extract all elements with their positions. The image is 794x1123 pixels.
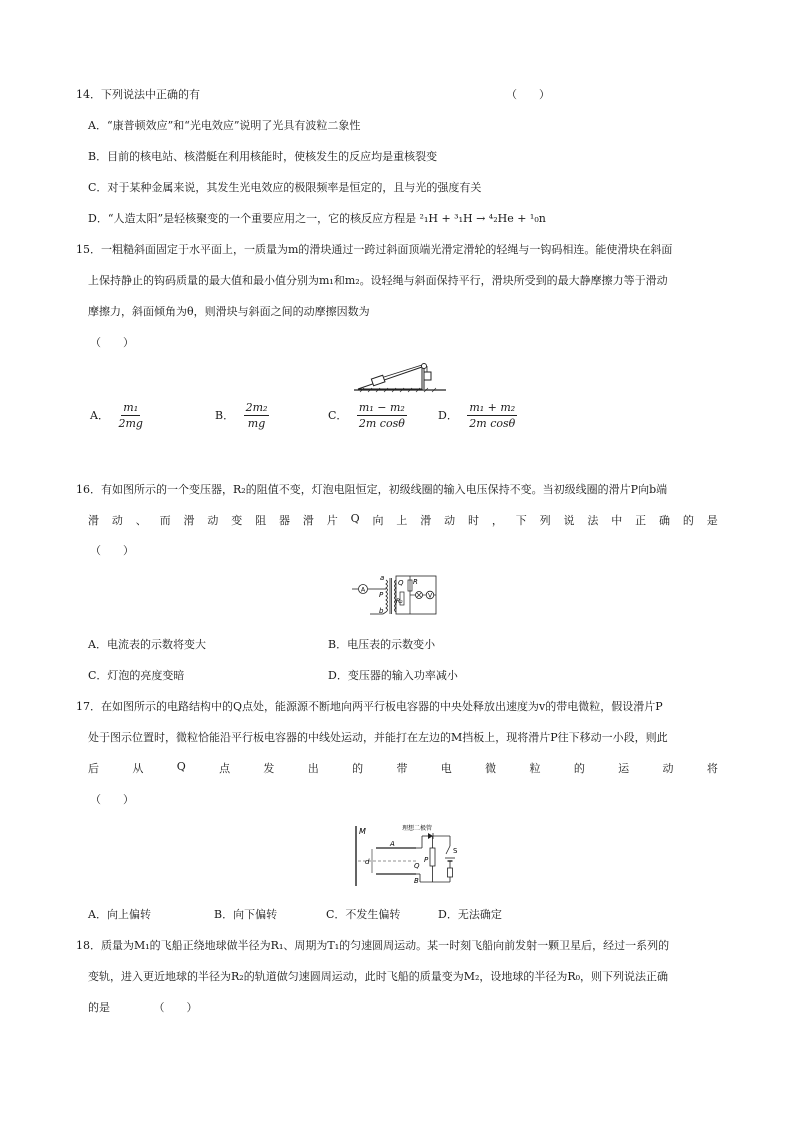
label-d: d: [365, 858, 370, 866]
q17-line-3-char: 电: [440, 762, 452, 775]
q17-line-3-char: 的: [573, 762, 585, 775]
q17-line-3: [88, 760, 718, 776]
hook-weight: [424, 372, 431, 380]
q16-option-c: C．灯泡的亮度变暗: [88, 669, 185, 682]
q17-line-3-char: 运: [618, 762, 630, 775]
q16-line-1: 16．有如图所示的一个变压器，R₂的阻值不变，灯泡电阻恒定，初级线圈的输入电压保持不变。当初级线圈的滑片P向b端: [76, 483, 668, 496]
label-r2: R₂: [396, 598, 403, 605]
q16-line-2-char: 阻: [255, 514, 267, 527]
q15-bracket: （ ）: [90, 336, 134, 349]
q16-line-2-char: 滑: [420, 514, 432, 527]
q14-option-c: C．对于某种金属来说，其发生光电效应的极限频率是恒定的，且与光的强度有关: [88, 181, 482, 194]
q14-option-d: D．“人造太阳”是轻核聚变的一个重要应用之一，它的核反应方程是 ²₁H + ³₁H → ⁴₂He + ¹₀n: [88, 212, 546, 225]
q17-line-3-char: 出: [307, 762, 319, 775]
q16-line-2-char: 动: [444, 514, 456, 527]
q16-line-2-char: 确: [659, 514, 671, 527]
label-q-point: Q: [414, 862, 420, 870]
q17-line-3-char: 后: [88, 762, 99, 775]
ammeter-label: A: [360, 586, 366, 594]
q15-line-2: 上保持静止的钩码质量的最大值和最小值分别为m₁和m₂。设轻绳与斜面保持平行，滑块所受到的最大静摩擦力等于滑动: [88, 274, 668, 287]
q17-line-3-char: 点: [219, 762, 231, 775]
transformer-figure: [350, 570, 440, 620]
label-s: S: [453, 847, 458, 855]
q16-line-2-char: 器: [279, 514, 290, 527]
q15-option-a: A． $\frac{\text{m₁}}{2mg}$: [90, 401, 143, 430]
q17-line-3-char: 带: [396, 762, 408, 775]
q16-line-2-char: ，: [491, 514, 503, 527]
q15-option-b: B． $\frac{\text{2m₂}}{mg}$: [215, 401, 268, 430]
q14-stem: 14．下列说法中正确的有: [76, 88, 200, 101]
q16-line-2-char: 片: [326, 514, 338, 527]
q14-option-a: A．“康普顿效应”和“光电效应”说明了光具有波粒二象性: [88, 119, 361, 132]
label-m: M: [359, 827, 366, 836]
label-r: R: [413, 578, 418, 586]
q17-line-3-char: 的: [352, 762, 364, 775]
q14-option-b: B．目前的核电站、核潜艇在利用核能时，使核发生的反应均是重核裂变: [88, 150, 438, 163]
q17-line-3-char: 粒: [529, 762, 541, 775]
q17-line-3-char: 微: [485, 762, 497, 775]
q15-line-1: 15．一粗糙斜面固定于水平面上，一质量为m的滑块通过一跨过斜面顶端光滑定滑轮的轻绳与一钩码相连。能使滑块在斜面: [76, 243, 673, 256]
q17-line-3-char: Q: [176, 760, 186, 773]
label-b-plate: B: [414, 877, 419, 885]
switch-s: [446, 846, 450, 854]
q16-option-d: D．变压器的输入功率减小: [328, 669, 458, 682]
q17-bracket: （ ）: [90, 793, 134, 806]
q17-line-2: 处于图示位置时，微粒恰能沿平行板电容器的中线处运动，并能打在左边的M挡板上，现将滑片P往下移动一小段，则此: [88, 731, 668, 744]
label-p-slider: P: [424, 856, 429, 864]
q16-line-2: [88, 512, 718, 528]
q17-line-3-char: 动: [662, 762, 674, 775]
q16-line-2-char: 说: [563, 514, 575, 527]
q16-line-2-char: 而: [159, 514, 171, 527]
q17-option-a: A．向上偏转: [88, 908, 151, 921]
q17-line-3-char: 将: [706, 762, 718, 775]
q16-line-2-char: 时: [468, 514, 480, 527]
resistor: [448, 868, 453, 877]
q16-line-2-char: 变: [231, 514, 243, 527]
q16-line-2-char: 滑: [183, 514, 195, 527]
label-p: P: [379, 591, 384, 599]
label-a: a: [380, 574, 385, 582]
label-a-plate: A: [390, 840, 395, 848]
pulley: [422, 364, 427, 369]
q15-option-c: C． $\frac{\text{m₁ − m₂}}{\text{2m cosθ}}$: [328, 401, 405, 430]
q17-option-c: C．不发生偏转: [326, 908, 401, 921]
label-diode: 理想二极管: [402, 825, 433, 832]
q16-line-2-char: 是: [706, 514, 718, 527]
voltmeter-label: V: [427, 592, 433, 600]
q16-line-2-char: 、: [135, 514, 147, 527]
q16-line-2-char: 法: [587, 514, 599, 527]
q18-line-1: 18．质量为M₁的飞船正绕地球做半径为R₁、周期为T₁的匀速圆周运动。某一时刻飞船向前发射一颗卫星后，经过一系列的: [76, 939, 670, 952]
incline-figure: [352, 362, 448, 394]
capacitor-figure: [350, 822, 470, 890]
incline-wedge: [358, 367, 422, 389]
q16-line-2-char: 滑: [302, 514, 314, 527]
q16-line-2-char: 动: [111, 514, 123, 527]
q16-line-2-char: 滑: [88, 514, 99, 527]
label-b: b: [379, 607, 384, 615]
primary-coil: [386, 580, 388, 612]
q17-line-3-char: 从: [132, 762, 144, 775]
q18-line-2: 变轨，进入更近地球的半径为R₂的轨道做匀速圆周运动，此时飞船的质量变为M₂，设地球的半径为R₀，则下列说法正确: [88, 970, 669, 983]
q17-line-3-char: 发: [263, 762, 275, 775]
q16-line-2-char: 正: [635, 514, 647, 527]
q16-line-2-char: 上: [396, 514, 408, 527]
q16-line-2-char: 动: [207, 514, 219, 527]
q17-option-b: B．向下偏转: [214, 908, 278, 921]
q15-line-3: 摩擦力，斜面倾角为θ，则滑块与斜面之间的动摩擦因数为: [88, 305, 370, 318]
q18-bracket: （ ）: [153, 1001, 198, 1014]
q17-option-d: D．无法确定: [438, 908, 502, 921]
q16-line-2-char: 列: [539, 514, 551, 527]
q16-line-2-char: 下: [515, 514, 527, 527]
q16-line-2-char: 中: [611, 514, 623, 527]
q16-option-b: B．电压表的示数变小: [328, 638, 436, 651]
q18-line-3-text: 的是: [88, 1001, 110, 1014]
q16-line-2-char: 的: [682, 514, 694, 527]
q16-option-a: A．电流表的示数将变大: [88, 638, 206, 651]
q16-line-2-char: 向: [372, 514, 384, 527]
q16-bracket: （ ）: [90, 544, 134, 557]
q17-line-1: 17．在如图所示的电路结构中的Q点处，能源源不断地向两平行板电容器的中央处释放出速度为v的带电微粒，假设滑片P: [76, 700, 663, 713]
q14-bracket: （ ）: [506, 88, 550, 101]
label-q: Q: [398, 579, 404, 587]
q16-line-2-char: Q: [350, 512, 360, 525]
q15-option-d: D． $\frac{\text{m₁ + m₂}}{\text{2m cosθ}}$: [438, 401, 516, 430]
rheostat: [430, 848, 435, 866]
q18-line-3: [88, 999, 198, 1015]
